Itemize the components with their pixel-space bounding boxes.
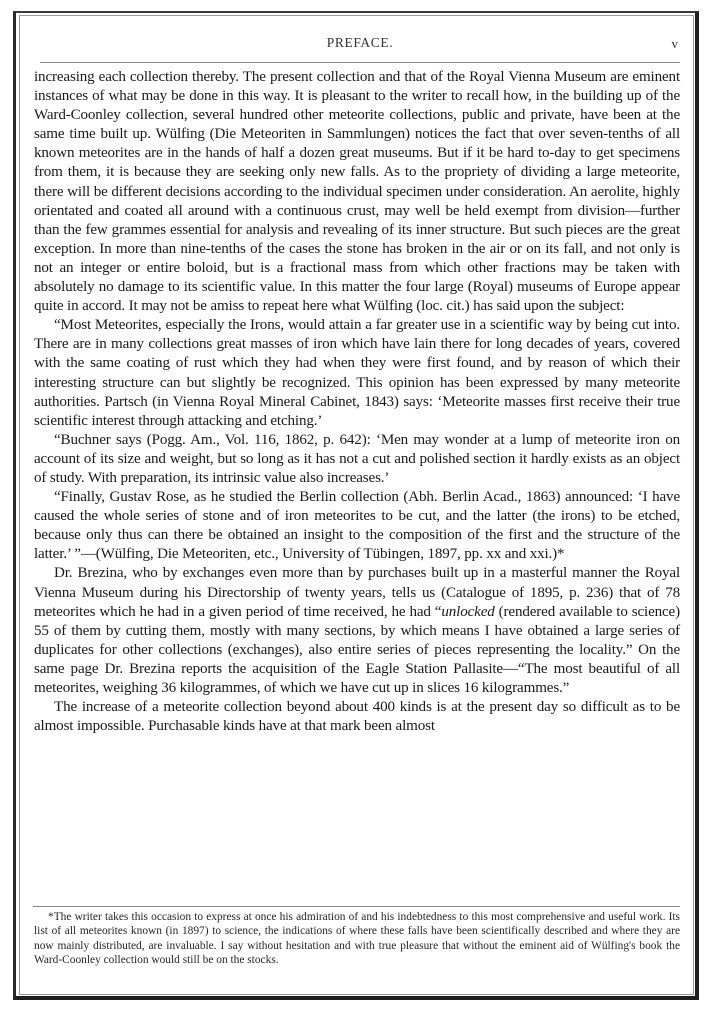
paragraph-collection-increase: The increase of a meteorite collection beyond about 400 kinds is at the present day so difficult as to be almost impossible. Purchasable kinds have at that mark been almost: [34, 699, 680, 735]
paragraph-continuation: increasing each collection thereby. The present collection and that of the Royal Vienna Museum are eminent instances of what may be done in this way. It is pleasant to the writer to recall how, in the building up of the Ward-Coonley collection, several hundred other meteorite collections, public and private, have been at the same time built up. Wülfing (Die Meteoriten in Sammlungen) notices the fact that over seven-tenths of all known meteorites are in the hands of half a dozen great museums. But if it be hard to-day to get specimens from them, it is because they are seeking only new falls. As to the propriety of dividing a large meteorite, there will be different decisions according to the individual specimen under consideration. An aerolite, highly orientated and coated all around with a continuous crust, may well be held exempt from division—further than the few grammes essential for analysis and revealing of its inner structure. But such pieces are the great exception. In more than nine-tenths of the cases the stone has broken in the air or on its fall, and not only is not an integer or entire boloid, but is a fractional mass from which other fractions may be taken with absolutely no damage to its scientific value. In this matter the four large (Royal) museums of Europe appear quite in accord. It may not be amiss to repeat here what Wülfing (loc. cit.) has said upon the subject:: [34, 69, 680, 315]
paragraph-brezina: [34, 564, 680, 698]
paragraph-buchner-quote: “Buchner says (Pogg. Am., Vol. 116, 1862, p. 642): ‘Men may wonder at a lump of meteorite iron on account of its size and weight, but so long as it has not a cut and polished section it hardly exists as an object of study. With preparation, its intrinsic value also increases.’: [34, 431, 680, 486]
brezina-text-after: (rendered available to science) 55 of them by cutting them, mostly with many sections, by which means I have obtained a large series of duplicates for other collections (exchanges), also entire series of pieces representing the locality.” On the same page Dr. Brezina reports the acquisition of the Eagle Station Pallasite—“The most beautiful of all meteorites, weighing 36 kilogrammes, of which we have cut up in slices 16 kilogrammes.”: [34, 603, 680, 696]
brezina-text-before: Dr. Brezina, who by exchanges even more than by purchases built up in a masterful manner the Royal Vienna Museum during his Directorship of twenty years, tells us (Catalogue of 1895, p. 236) that of 78 meteorites which he had in a given period of time received, he had “: [34, 565, 680, 620]
footnote-rule: [33, 906, 680, 907]
brezina-italic-word: unlocked: [441, 603, 495, 620]
running-title: PREFACE.: [326, 35, 394, 50]
paragraph-rose-quote: “Finally, Gustav Rose, as he studied the Berlin collection (Abh. Berlin Acad., 1863) announced: ‘I have caused the whole series of stone and of iron meteorites to be cut, and the latter (the irons) to be etched, because only thus can there be obtained an insight to the composition of the first and the structure of the latter.’ ”—(Wülfing, Die Meteoriten, etc., University of Tübingen, 1897, pp. xx and xxi.)*: [34, 489, 680, 563]
running-head: [40, 35, 680, 55]
page-number: v: [671, 36, 678, 51]
footnote-text: *The writer takes this occasion to express at once his admiration of and his indebtedness to this most comprehensive and useful work. Its list of all meteorites known (in 1897) to science, the indications of where these falls have been scientifically described and where they are now mainly distributed, are invaluable. I say without hesitation and with true pleasure that without the eminent aid of Wülfing's book the Ward-Coonley collection would still be on the stocks.: [34, 911, 680, 966]
paragraph-wulfing-quote: “Most Meteorites, especially the Irons, would attain a far greater use in a scientific way by being cut into. There are in many collections great masses of iron which have lain there for long decades of years, covered with the same coating of rust which they had when they were first found, and by reason of which their interesting structure can but slightly be recognized. This opinion has been expressed by many meteorite authorities. Partsch (in Vienna Royal Mineral Cabinet, 1843) says: ‘Meteorite masses first receive their true scientific interest through attacking and etching.’: [34, 317, 680, 429]
footnote: [34, 910, 680, 967]
body-text: [34, 68, 680, 736]
header-rule: [40, 62, 680, 63]
